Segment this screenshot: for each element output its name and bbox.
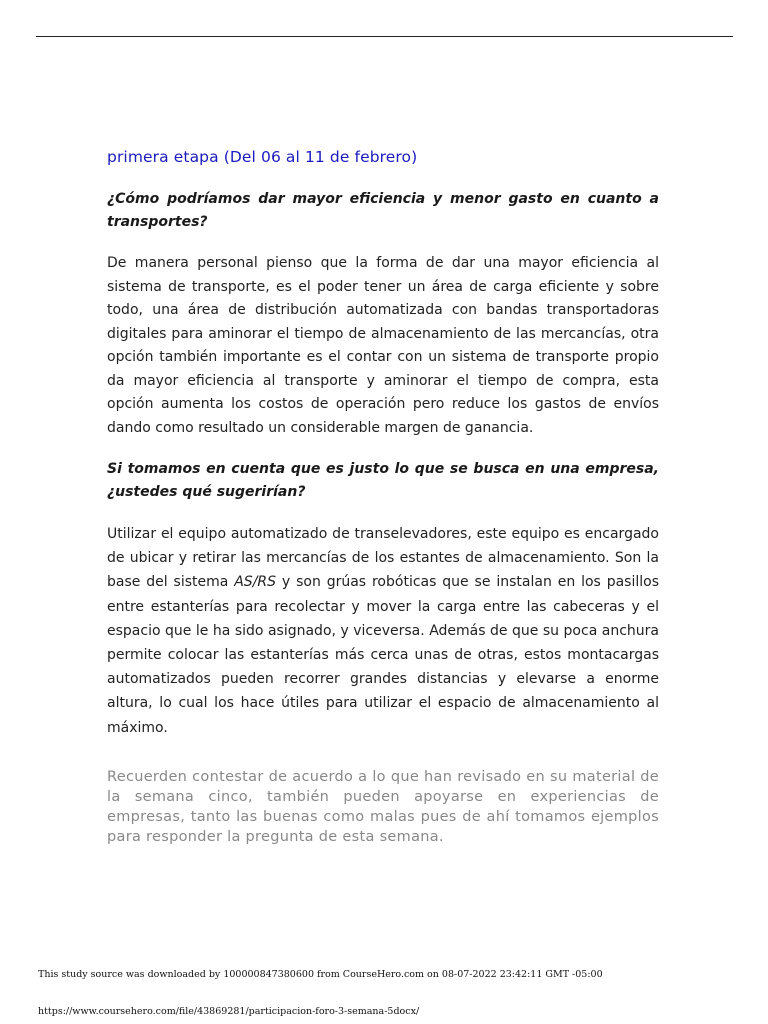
top-divider: [36, 36, 733, 37]
reminder-note: Recuerden contestar de acuerdo a lo que han revisado en su material de la semana cinco, también pueden apoyarse en experiencias de empresas, tanto las buenas como malas pues de ahí tomamos ejemplos para responder la pregunta de esta semana.: [107, 768, 659, 845]
footer-source-text: This study source was downloaded by 100000847380600 from CourseHero.com on 08-07-2022 23:42:11 GMT -05:00: [38, 969, 603, 980]
question-1: ¿Cómo podríamos dar mayor eficiencia y menor gasto en cuanto a transportes?: [107, 191, 659, 230]
answer-2-part-2: y son grúas robóticas que se instalan en los pasillos entre estanterías para recolectar y mover la carga entre las cabeceras y el espacio que le ha sido asignado, y viceversa. Además de que su poca anchura permite colocar las estanterías más cerca unas de otras, estos montacargas automatizados pueden recorrer grandes distancias y elevarse a enorme altura, lo cual los hace útiles para utilizar el espacio de almacenamiento al máximo.: [107, 574, 659, 736]
question-2: Si tomamos en cuenta que es justo lo que se busca en una empresa, ¿ustedes qué sugerirían?: [107, 461, 659, 500]
answer-2: [107, 522, 659, 740]
answer-1: De manera personal pienso que la forma de dar una mayor eficiencia al sistema de transporte, es el poder tener un área de carga eficiente y sobre todo, una área de distribución automatizada con bandas transportadoras digitales para aminorar el tiempo de almacenamiento de las mercancías, otra opción también importante es el contar con un sistema de transporte propio da mayor eficiencia al transporte y aminorar el tiempo de compra, esta opción aumenta los costos de operación pero reduce los gastos de envíos dando como resultado un considerable margen de ganancia.: [107, 255, 659, 436]
footer-url-link[interactable]: https://www.coursehero.com/file/43869281/participacion-foro-3-semana-5docx/: [38, 1006, 420, 1017]
answer-2-part-1: Utilizar el equipo automatizado de transelevadores, este equipo es encargado de ubicar y retirar las mercancías de los estantes de almacenamiento. Son la base del sistema: [107, 526, 659, 591]
document-body: [107, 148, 659, 740]
answer-2-system-name: AS/RS: [234, 574, 277, 591]
section-heading: primera etapa (Del 06 al 11 de febrero): [107, 148, 418, 166]
